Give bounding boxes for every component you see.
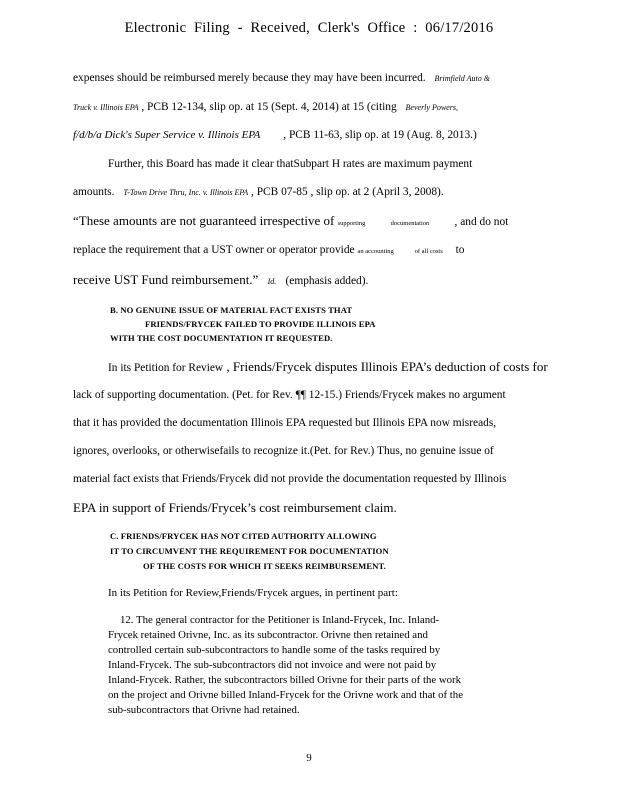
section-heading-c-line3: OF THE COSTS FOR WHICH IT SEEKS REIMBURSEMENT. (143, 561, 386, 571)
text-line (73, 213, 508, 229)
text-line (108, 359, 548, 375)
text-line (73, 473, 506, 485)
text-line (73, 272, 368, 288)
text-span: Further, this Board has made it clear thatSubpart H rates are maximum payment (108, 158, 473, 170)
case-citation: Truck v. Illinois EPA (73, 103, 139, 112)
text-line (108, 158, 472, 170)
text-line: In its Petition for Review,Friends/Frycek argues, in pertinent part: (108, 587, 398, 599)
text-span: replace the requirement that a UST owner or operator provide (73, 244, 355, 256)
section-heading-c-line1: C. FRIENDS/FRYCEK HAS NOT CITED AUTHORITY ALLOWING (110, 531, 377, 541)
text-span: supporting (337, 220, 366, 227)
text-line (73, 101, 458, 113)
section-heading-b-line3: WITH THE COST DOCUMENTATION IT REQUESTED. (110, 333, 333, 343)
case-citation: Beverly Powers, (405, 103, 458, 112)
text-span: , Friends/Frycek disputes Illinois EPA’s deduction of costs for (226, 359, 548, 374)
text-span: “These amounts are not guaranteed irrespective of (73, 213, 335, 228)
text-span: that it has provided the documentation Illinois EPA requested but Illinois EPA now misreads, (73, 417, 497, 429)
quote-line: controlled certain sub-subcontractors to handle some of the tasks required by (108, 644, 441, 656)
text-span: (emphasis added). (285, 275, 369, 287)
text-span: to (455, 244, 465, 256)
case-citation: f/d/b/a Dick's Super Service v. Illinois EPA (73, 129, 261, 141)
quote-line: Frycek retained Orivne, Inc. as its subcontractor. Orivne then retained and (108, 629, 428, 641)
text-span: In its Petition for Review (108, 362, 224, 374)
section-heading-b-line2: FRIENDS/FRYCEK FAILED TO PROVIDE ILLINOIS EPA (145, 319, 376, 329)
filing-header: Electronic Filing - Received, Clerk's Office : 06/17/2016 (124, 20, 494, 36)
text-span: , and do not (454, 216, 509, 228)
quote-line: Inland-Frycek. The sub-subcontractors did not invoice and were not paid by (108, 659, 437, 671)
section-heading-b-line1: B. NO GENUINE ISSUE OF MATERIAL FACT EXISTS THAT (110, 305, 353, 315)
text-span: , PCB 11-63, slip op. at 19 (Aug. 8, 2013.) (283, 129, 477, 141)
text-span: , PCB 07-85 , slip op. at 2 (April 3, 2008). (251, 186, 444, 198)
text-span: amounts. (73, 186, 115, 198)
quote-line: 12. The general contractor for the Petitioner is Inland-Frycek, Inc. Inland- (120, 614, 440, 626)
case-citation: Brimfield Auto & (434, 74, 490, 83)
case-citation: T-Town Drive Thru, Inc. v. Illinois EPA (123, 188, 249, 197)
text-line (73, 500, 397, 516)
quote-line: sub-subcontractors that Orivne had retained. (108, 704, 300, 716)
text-span: an accounting (357, 248, 394, 255)
section-heading-c-line2: IT TO CIRCUMVENT THE REQUIREMENT FOR DOCUMENTATION (110, 546, 389, 556)
text-span: of all costs (414, 248, 443, 255)
text-span: material fact exists that Friends/Frycek did not provide the documentation requested by Illinois (73, 473, 507, 485)
text-line (73, 129, 477, 141)
text-span: EPA in support of Friends/Frycek’s cost reimbursement claim. (73, 500, 397, 515)
text-span: , PCB 12-134, slip op. at 15 (Sept. 4, 2014) at 15 (citing (141, 101, 397, 113)
text-span: receive UST Fund reimbursement.” (73, 272, 259, 287)
quote-line: on the project and Orivne billed Inland-Frycek for the Orivne work and that of the (108, 689, 463, 701)
text-line (73, 186, 444, 198)
text-line (73, 244, 465, 256)
text-line (73, 72, 490, 84)
text-line (73, 445, 494, 457)
quote-line: Inland-Frycek. Rather, the subcontractors billed Orivne for their parts of the work (108, 674, 462, 686)
page-number: 9 (306, 752, 312, 764)
text-span: documentation (390, 220, 430, 227)
text-span: expenses should be reimbursed merely because they may have been incurred. (73, 72, 426, 84)
text-line (73, 417, 496, 429)
case-citation: Id. (267, 277, 277, 286)
text-line (73, 389, 506, 401)
text-span: lack of supporting documentation. (Pet. for Rev. ¶¶ 12-15.) Friends/Frycek makes no argument (73, 389, 506, 401)
text-span: ignores, overlooks, or otherwisefails to recognize it.(Pet. for Rev.) Thus, no genuine issue of (73, 445, 494, 457)
